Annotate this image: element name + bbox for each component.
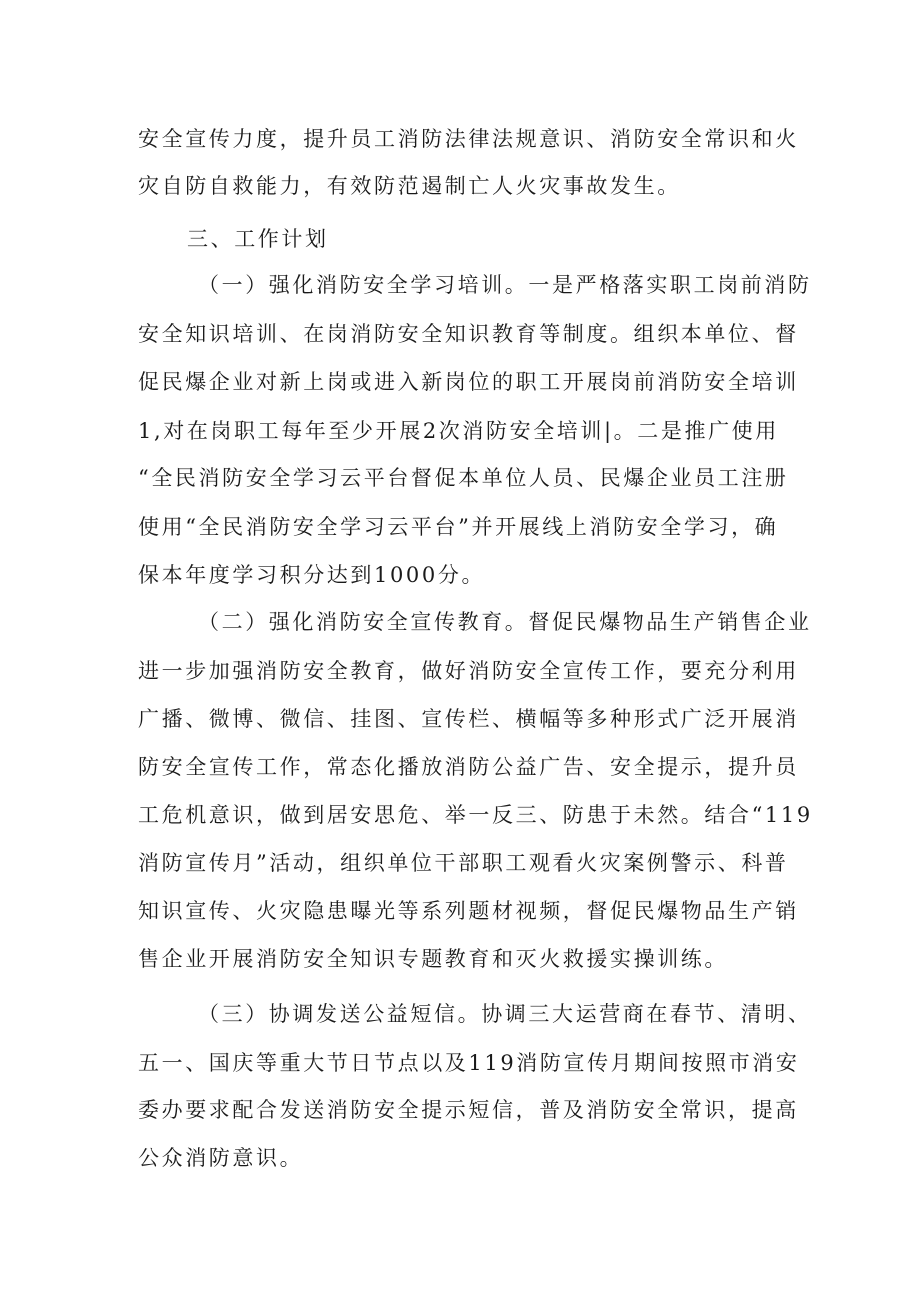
body-text-line: 防安全宣传工作，常态化播放消防公益广告、安全提示，提升员 xyxy=(138,755,799,779)
body-text-line: 售企业开展消防安全知识专题教育和灭火救援实操训练。 xyxy=(138,947,728,971)
section-heading: 三、工作计划 xyxy=(187,227,329,251)
body-text-line: 委办要求配合发送消防安全提示短信，普及消防安全常识，提高 xyxy=(138,1098,799,1122)
body-text-line: “全民消防安全学习云平台督促本单位人员、民爆企业员工注册 xyxy=(138,466,789,490)
body-text-line: 灾自防自救能力，有效防范遏制亡人火灾事故发生。 xyxy=(138,174,681,198)
body-text-line: 消防宣传月”活动，组织单位干部职工观看火灾案例警示、科普 xyxy=(138,851,789,875)
body-text-line: 广播、微博、微信、挂图、宣传栏、横幅等多种形式广泛开展消 xyxy=(138,707,799,731)
body-text-line: 公众消防意识。 xyxy=(138,1146,304,1170)
body-text-line: 工危机意识，做到居安思危、举一反三、防患于未然。结合“119 xyxy=(138,803,813,827)
body-text-line: 五一、国庆等重大节日节点以及119消防宣传月期间按照市消安 xyxy=(138,1051,800,1075)
body-text-line: 安全宣传力度，提升员工消防法律法规意识、消防安全常识和火 xyxy=(138,127,799,151)
paragraph-3-first-line: （三）协调发送公益短信。协调三大运营商在春节、清明、 xyxy=(198,1002,812,1026)
body-text-line: 保本年度学习积分达到1000分。 xyxy=(138,563,486,587)
body-text-line: 促民爆企业对新上岗或进入新岗位的职工开展岗前消防安全培训 xyxy=(138,370,799,394)
body-text-line: 知识宣传、火灾隐患曝光等系列题材视频，督促民爆物品生产销 xyxy=(138,899,799,923)
body-text-line: 进一步加强消防安全教育，做好消防安全宣传工作，要充分利用 xyxy=(138,659,799,683)
body-text-line: 使用“全民消防安全学习云平台”并开展线上消防安全学习，确 xyxy=(138,515,779,539)
body-text-line: 安全知识培训、在岗消防安全知识教育等制度。组织本单位、督 xyxy=(138,322,799,346)
paragraph-2-first-line: （二）强化消防安全宣传教育。督促民爆物品生产销售企业 xyxy=(198,610,812,634)
paragraph-1-first-line: （一）强化消防安全学习培训。一是严格落实职工岗前消防 xyxy=(198,273,812,297)
body-text-line: 1,对在岗职工每年至少开展2次消防安全培训|。二是推广使用 xyxy=(138,419,779,443)
